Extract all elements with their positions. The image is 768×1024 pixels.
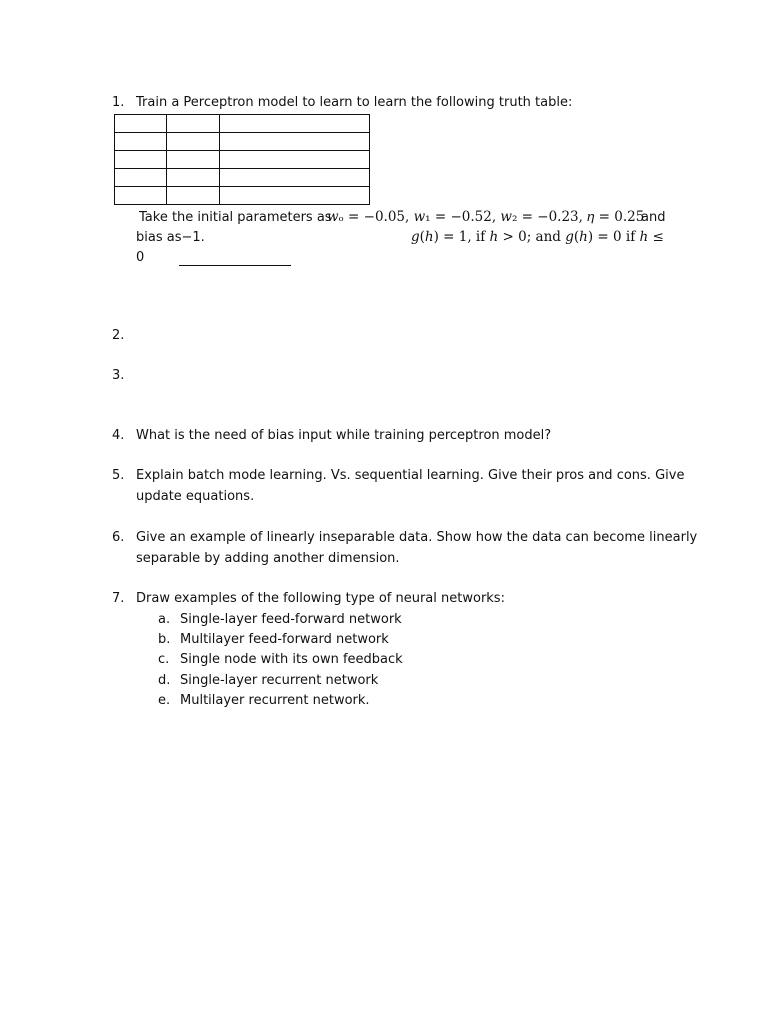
list-item-letter: a. [158, 612, 171, 627]
table-cell [115, 115, 167, 133]
q5-line1: Explain batch mode learning. Vs. sequential learning. Give their pros and cons. Give [136, 468, 685, 483]
table-cell [115, 133, 167, 151]
list-item [158, 612, 402, 627]
list-item-letter: b. [158, 632, 171, 647]
list-item-letter: c. [158, 652, 170, 667]
table-cell [220, 133, 370, 151]
continuation-text: 0 [136, 250, 145, 265]
table-row [115, 115, 370, 133]
q2-number: 2. [112, 328, 125, 343]
q4-text: What is the need of bias input while training perceptron model? [136, 428, 552, 443]
params-and: and [641, 210, 666, 225]
params-math: 𝑤ₒ = −0.05, 𝑤₁ = −0.52, 𝑤₂ = −0.23, 𝜂 = 0.25 [327, 209, 645, 225]
table-cell [115, 169, 167, 187]
table-cell [220, 151, 370, 169]
q1-text: Train a Perceptron model to learn to learn the following truth table: [136, 95, 573, 110]
list-item [158, 632, 389, 647]
table-row [115, 151, 370, 169]
list-item [158, 693, 370, 708]
list-item [158, 673, 378, 688]
table-cell [167, 169, 220, 187]
q5-number: 5. [112, 468, 125, 483]
q3-number: 3. [112, 368, 125, 383]
list-item [158, 652, 403, 667]
activation-math: 𝑔(ℎ) = 1, if ℎ > 0; and 𝑔(ℎ) = 0 if ℎ ≤ [411, 229, 664, 245]
params-prefix: Take the initial parameters as [139, 210, 332, 225]
truth-table [114, 114, 370, 205]
q6-line1: Give an example of linearly inseparable data. Show how the data can become linearly [136, 530, 698, 545]
table-cell [220, 187, 370, 205]
table-cell [220, 115, 370, 133]
table-cell [167, 133, 220, 151]
q6-number: 6. [112, 530, 125, 545]
answer-blank-line [179, 265, 291, 266]
list-item-label: Multilayer recurrent network. [180, 693, 370, 708]
q5-line2: update equations. [136, 489, 255, 504]
table-row [115, 133, 370, 151]
q7-number: 7. [112, 591, 125, 606]
table-cell [167, 115, 220, 133]
q4-number: 4. [112, 428, 125, 443]
list-item-label: Single-layer feed-forward network [180, 612, 402, 627]
table-cell [167, 151, 220, 169]
list-item-letter: d. [158, 673, 171, 688]
list-item-label: Single-layer recurrent network [180, 673, 379, 688]
bias-text: bias as−1. [136, 230, 205, 245]
table-cell [115, 187, 167, 205]
list-item-label: Single node with its own feedback [180, 652, 403, 667]
list-item-letter: e. [158, 693, 171, 708]
table-cell [115, 151, 167, 169]
list-item-label: Multilayer feed-forward network [180, 632, 389, 647]
q7-text: Draw examples of the following type of neural networks: [136, 591, 505, 606]
table-cell [167, 187, 220, 205]
table-row [115, 169, 370, 187]
q6-line2: separable by adding another dimension. [136, 551, 400, 566]
q1-number: 1. [112, 95, 125, 110]
table-cell [220, 169, 370, 187]
table-row [115, 187, 370, 205]
